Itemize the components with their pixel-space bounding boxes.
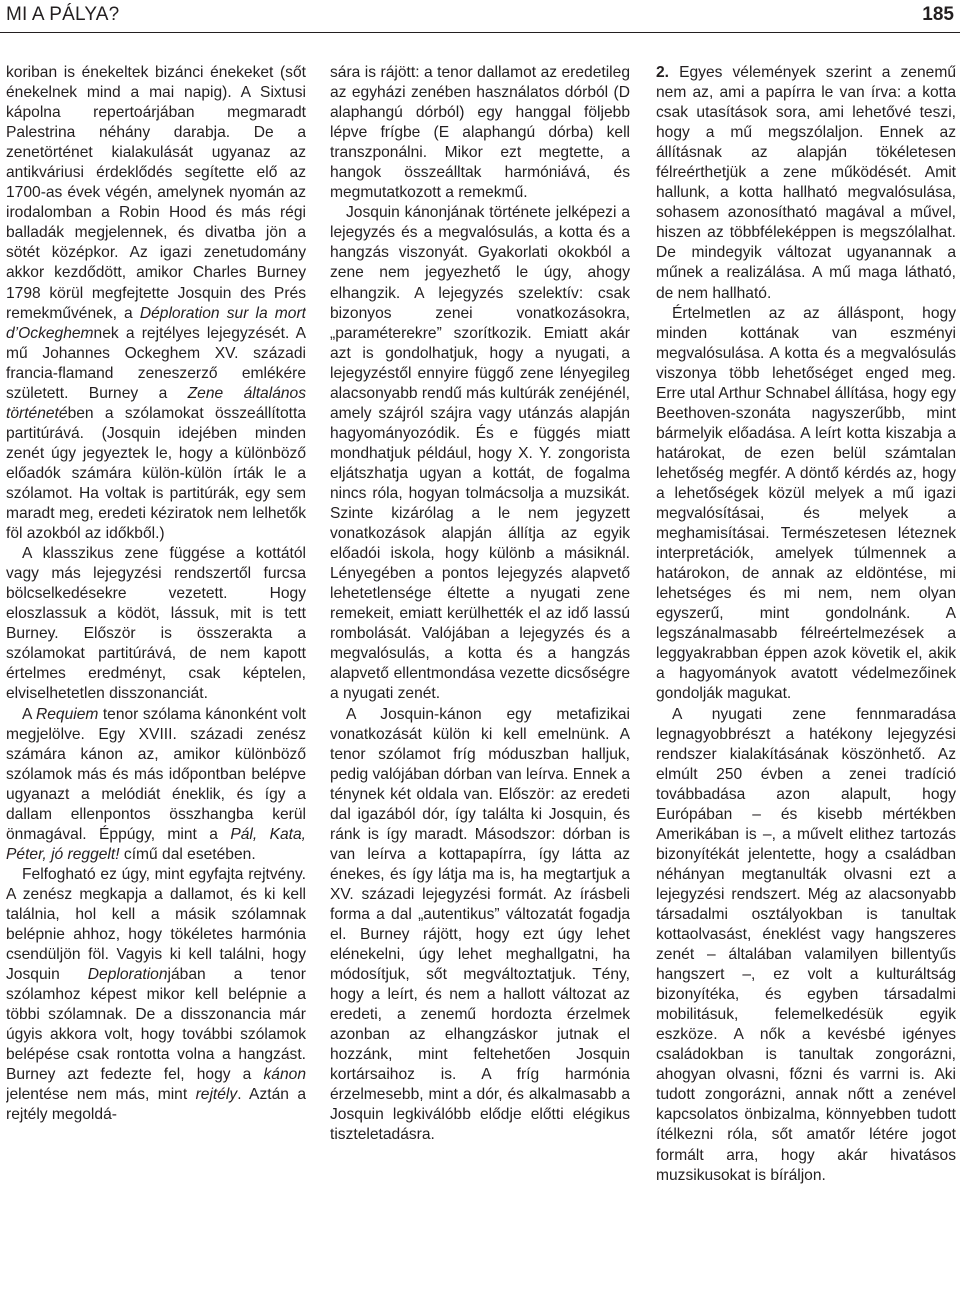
italic-title-text: rejtély — [195, 1086, 238, 1104]
body-text: ben a szólamokat összeállította partitúrává. (Josquin idejében minden zenét úgy jegyeztek le, hogy a különböző előadók számára külön-külön írták le a szólamot. Ha voltak is partitúrák, egy sem maradt meg, eredeti kéziratok nem lelhetők föl azokból az időkből.) — [6, 404, 306, 543]
italic-title-text: Zene általános történeté — [6, 384, 306, 422]
text-column-2 — [330, 63, 630, 1299]
body-text: Egyes vélemények szerint a zenemű nem az, ami a papírra le van írva: a kotta csak utasítások sora, ami lehetővé teszi, hogy a mű megszólaljon. Ennek az állításnak az alapján tökéletesen félreérthetjük a zene működését. Amit hallunk, a kotta hallható megvalósulása, sohasem azonosítható magával a művel, hiszen az többféleképpen is megszólalhat. De mindegyik változat ugyanannak a műnek a realizálása. A mű maga látható, de nem hallható. — [656, 64, 956, 302]
body-text: tenor szólama kánonként volt megjelölve. Egy XVIII. századi zenész számára kánon az, amikor különböző szólamok más és más időpontban belépve ugyanazt a melódiát éneklik, és így a dallam ellenpontos összhangba kerül önmagával. Éppúgy, mint a — [6, 705, 306, 843]
italic-title-text: kánon — [263, 1066, 306, 1084]
paragraph — [330, 63, 630, 203]
paragraph — [330, 705, 630, 1146]
body-text: Értelmetlen az az álláspont, hogy minden kottának van eszményi megvalósulása. A kotta és a megvalósulás viszonya több lehetőséget enged meg. Erre utal Arthur Schnabel állítása, hogy egy Beethoven-szonáta nagyszerűbb, mint bármelyik előadása. A leírt kotta kiszabja a határokat, de ezen belül számtalan lehetőség megfér. A döntő kérdés az, hogy a lehetőségek közül melyek a mű igazi megvalósításai, és melyek a meghamisításai. Természetesen léteznek interpretációk, amelyek túlmennek a határokon, de annak az eldöntése, mi lehetséges és mi nem, nem olyan egyszerű, mint gondolnánk. A legszánalmasabb félreértelmezések a leggyakrabban éppen azok követik el, akik a hagyományok avatott védelmezőinek gondolják magukat. — [656, 304, 956, 703]
page-header — [0, 0, 960, 34]
body-text: Josquin kánonjának története jelképezi a lejegyzés és a megvalósulás, a kotta és a hangzás viszonyát. Gyakorlati okokból a zene nem jegyezhető le úgy, ahogy elhangzik. A lejegyzés szelektív: csak bizonyos zenei vonatkozásokra, „paraméterekre” szorítkozik. Emiatt akár azt is gondolhatjuk, hogy a nyugati, a lejegyzéstől ennyire függő zene lényegileg alacsonyabb rendű más kultúrák zenéjénél, amely szájról szájra vagy utánzás alapján hagyományozódik. És e függés miatt mondhatjuk például, hogy X. Y. zongorista eljátszhatja ugyan a kottát, de fogalma nincs róla, hogyan tolmácsolja a muzsikát. Szinte kizárólag a le nem jegyzett vonatkozások alapján állítja az egyik előadói iskola, hogy különb a másiknál. Lényegében a pontos lejegyzés alapvető lehetetlensége éltette a nyugati zene remekeit, emiatt kerülhették el az idő lassú rombolását. Valójában a lejegyzés és a megvalósulás, a kotta és a hangzás alapvető ellentmondása vezette dicsőségre a nyugati zenét. — [330, 204, 630, 703]
body-text: A klasszikus zene függése a kottától vagy más lejegyzési rendszertől furcsa bölcselkedésekre vezetett. Hogy eloszlassuk a ködöt, lássuk, mit is tett Burney. Először is összeraktа a szólamokat partitúrává, de nem kapott értelmes eredményt, csak képtelen, elviselhetetlen disszonanciát. — [6, 545, 306, 703]
italic-title-text: Deploration — [87, 966, 168, 984]
body-text: A Josquin-kánon egy metafizikai vonatkozását külön ki kell emelnünk. A tenor szólamot fríg móduszban halljuk, pedig valójában dórban van leírva. Ennek a ténynek két oldala van. Először: az eredeti dal igazából dór, így találta ki Josquin, és ránk is így maradt. Másodszor: dórban is van leírva a kottapapírra, így látta az énekes, és így látja ma is, ha megtartjuk a XV. századi lejegyzési formát. Az írásbeli forma a dal „autentikus” változatát fogadja el. Burney rájött, hogy ezt úgy lehet elénekelni, úgy lehet meghallgatni, ha módosítjuk, sőt megváltoztatjuk. Tény, hogy a leírt, és nem a hallott változat az eredeti, a zenemű hordozta érzelmek azonban az elhangzáskor jutnak el hozzánk, mint feltehetően Josquin kortársaihoz is. A fríg harmónia érzelmesebb, mint a dór, és alkalmasabb a Josquin legkiválóbb elődje előtti elégikus tiszteletadásra. — [330, 705, 630, 1144]
body-text: Felfogható ez úgy, mint egyfajta rejtvény. A zenész megkapja a dallamot, és ki kell találnia, hol kell a másik szólamnak belépnie ahhoz, hogy tökéletes harmónia csendüljön föl. Vagyis ki kell találni, hogy Josquin — [6, 865, 306, 984]
body-text: sára is rájött: a tenor dallamot az eredetileg az egyházi zenében használatos dórból (D alaphangú dórból) egy hanggal följebb lépve frígbe (E alaphangú dórba) kell transzponálni. Mikor ezt megtette, a hangok összeálltak harmóniává, és megmutatkozott a remekmű. — [330, 64, 630, 202]
body-text: A — [22, 705, 36, 723]
header-divider — [0, 32, 960, 33]
italic-title-text: Pál, Kata, Péter, jó reggelt! — [6, 825, 306, 863]
italic-title-text: Déploration sur la mort d’Ockeghem — [6, 304, 306, 342]
text-column-3 — [656, 63, 956, 1299]
body-text: jelentése nem más, mint — [6, 1086, 196, 1104]
body-text: nek a rejtélyes lejegyzését. A mű Johannes Ockeghem XV. századi francia-flamand zeneszerző emlékére született. Burney a — [6, 324, 306, 402]
body-text: című dal esetében. — [119, 845, 256, 863]
body-text: . Aztán a rejtély megoldá- — [6, 1086, 306, 1124]
text-column-1 — [6, 63, 306, 1299]
paragraph — [656, 304, 956, 705]
body-text: A nyugati zene fennmaradása legnagyobbrészt a hatékony lejegyzési rendszer kialakításának köszönhető. Az elmúlt 250 évben a zenei tradíció továbbadása azon alapult, hogy Európában – és kisebb mértékben Amerikában is –, a művelt elithez tartozás bizonyítékát jelentette, hogy a családban néhányan megtanulták olvasni ezt a lejegyzési rendszert. Még az alacsonyabb társadalmi osztályokban is tanultak kottaolvasást, éneklést vagy hangszeres zenét – általában valamilyen billentyűs hangszert –, ez volt a kulturáltság bizonyítéka, és egyben társadalmi mobilitásuk, felemelkedésük egyik eszköze. A nők a kevésbé igényes családokban is tanultak zongorázni, ahogyan olvasni, főzni és varrni is. Aki tudott zongorázni, annak nőtt a zenével kapcsolatos önbizalma, könnyebben tudott ítélkezni róla, sőt amatőr létére jogot formált arra, hogy akár hivatásos muzsikusokat is bíráljon. — [656, 705, 956, 1184]
section-number: 2. — [656, 64, 670, 81]
paragraph — [6, 544, 306, 704]
paragraph — [330, 203, 630, 704]
paragraph — [6, 865, 306, 1126]
paragraph — [656, 63, 956, 304]
italic-title-text: Requiem — [35, 705, 99, 723]
page-number: 185 — [922, 4, 954, 25]
running-title: MI A PÁLYA? — [6, 4, 120, 25]
paragraph — [656, 705, 956, 1186]
body-text: koriban is énekeltek bizánci énekeket (sőt énekelnek mind a mai napig). A Sixtusi kápolna repertoárjában megmaradt Palestrina néhány darabja. De a zenetörténet kialakulását ugyanaz az antikváriusi érdeklődés segítette elő az 1700-as évek végén, amelynek nyomán az irodalomban a Robin Hood és más régi balladák megjelennek, és divatba jön a sötét középkor. Az igazi zenetudomány akkor kezdődött, amikor Charles Burney 1798 körül megfejtette Josquin des Prés remekművének, a — [6, 64, 306, 322]
paragraph — [6, 705, 306, 865]
paragraph — [6, 63, 306, 544]
body-text: jában a tenor szólamhoz képest mikor kell belépnie a többi szólamnak. De a disszonancia már úgyis akkora volt, hogy további szólamok belépése csak rontotta volna a hangzást. Burney azt fedezte fel, hogy a — [6, 966, 306, 1084]
